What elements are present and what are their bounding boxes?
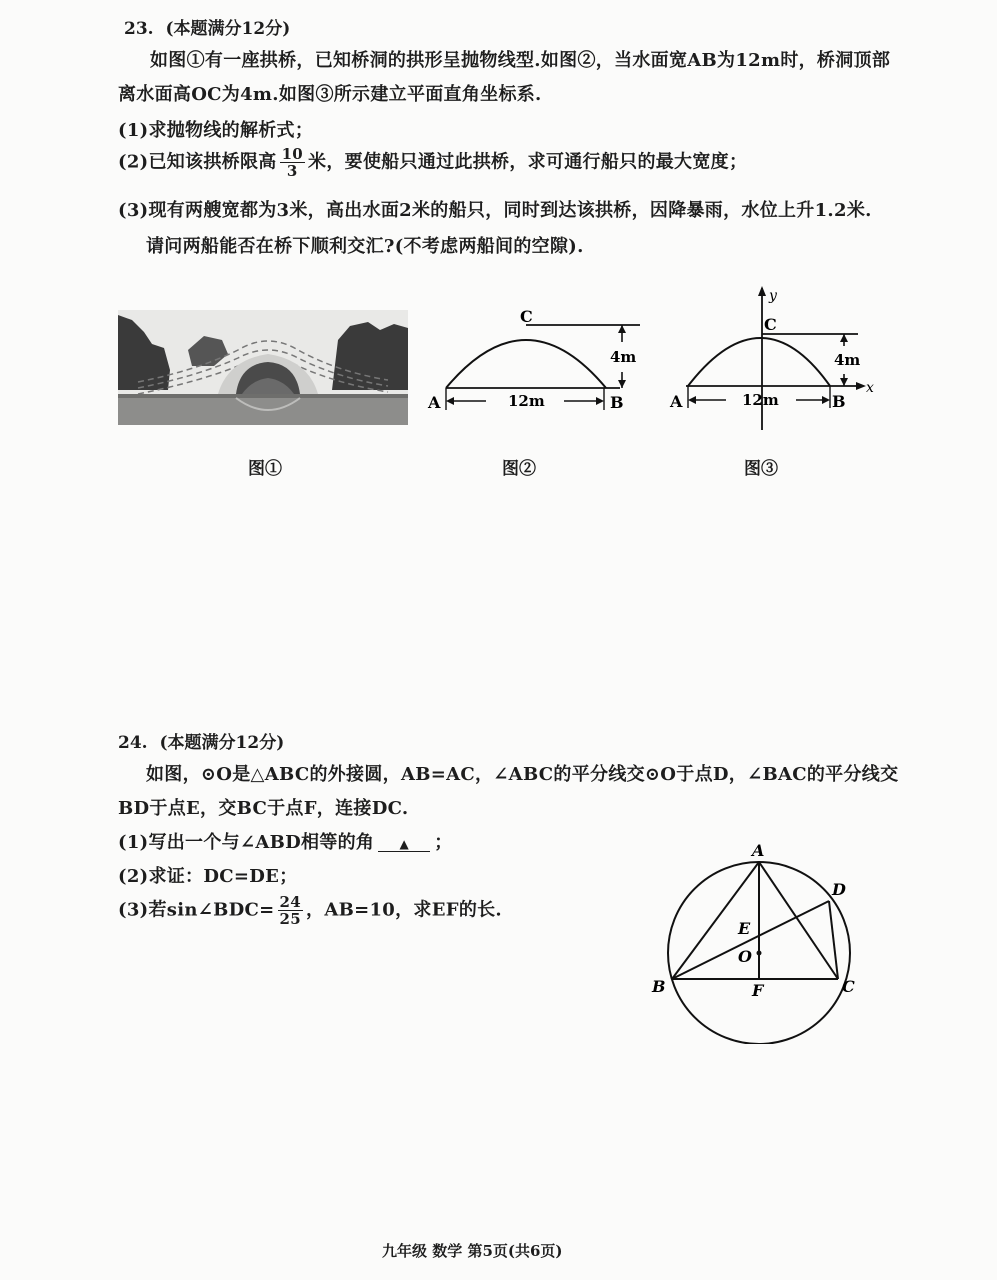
q24-intro-line2: BD于点E，交BC于点F，连接DC. [118, 798, 409, 819]
q23-header [124, 14, 290, 39]
q23-part2-fraction [280, 146, 305, 179]
fig3-label-b: B [832, 392, 846, 411]
parabola-arch [446, 340, 606, 388]
fig3-label-a: A [670, 392, 683, 411]
q24-part3-fraction [278, 894, 303, 927]
fig2-caption: 图② [502, 459, 536, 479]
point-label-d: D [832, 880, 846, 899]
fig3-height-label: 4m [834, 351, 861, 369]
q23-part2 [118, 146, 747, 179]
circle-triangle-figure [648, 838, 868, 1044]
q24-number: 24. [118, 733, 148, 753]
q23-part2-prefix: (2)已知该拱桥限高 [118, 151, 277, 173]
segment-ac [759, 862, 838, 979]
fig2-label-b: B [610, 393, 624, 412]
q24-part1 [118, 828, 453, 854]
fig3-label-c: C [764, 315, 777, 334]
q24-part3-suffix: ，AB=10，求EF的长. [306, 899, 502, 921]
page-footer: 九年级 数学 第5页(共6页) [382, 1242, 563, 1260]
point-label-f: F [752, 981, 764, 1000]
fraction-numerator: 24 [279, 893, 302, 911]
segment-bd [672, 901, 829, 979]
fig3-axis-x: x [866, 380, 874, 396]
fig2-label-c: C [520, 307, 533, 326]
q24-part3-prefix: (3)若sin∠BDC= [118, 899, 275, 921]
q23-number: 23. [124, 19, 154, 39]
fig2-height-label: 4m [610, 348, 637, 366]
fig2-width-label: 12m [508, 392, 545, 410]
figure-2-parabola [424, 300, 654, 420]
fig2-label-a: A [428, 393, 441, 412]
answer-blank: ▲ [378, 837, 430, 852]
parabola-arch [688, 338, 830, 386]
fig3-width-label: 12m [742, 391, 779, 409]
q24-part1-suffix: ； [434, 832, 453, 853]
q24-part2: (2)求证：DC=DE； [118, 866, 298, 887]
point-label-a: A [752, 841, 765, 860]
q24-header [118, 728, 284, 753]
q23-part3-line2: 请问两船能否在桥下顺利交汇?(不考虑两船间的空隙). [146, 236, 584, 257]
fig3-axis-y: y [769, 288, 777, 304]
q24-score: (本题满分12分) [159, 733, 285, 753]
q23-part3-line1: (3)现有两艘宽都为3米，高出水面2米的船只，同时到达该拱桥，因降暴雨，水位上升1.2米. [118, 200, 872, 221]
q24-part3 [118, 894, 502, 927]
point-label-c: C [842, 977, 855, 996]
q24-part1-prefix: (1)写出一个与∠ABD相等的角 [118, 832, 375, 853]
center-point-o [757, 951, 762, 956]
q23-intro-line1: 如图①有一座拱桥，已知桥洞的拱形呈抛物线型.如图②，当水面宽AB为12m时，桥洞顶部 [150, 50, 891, 71]
figure-3-coordinate [668, 282, 878, 434]
fig3-caption: 图③ [744, 459, 778, 479]
q23-score: (本题满分12分) [165, 19, 291, 39]
q23-part2-suffix: 米，要使船只通过此拱桥，求可通行船只的最大宽度； [308, 151, 748, 173]
q24-intro-line1: 如图，⊙O是△ABC的外接圆，AB=AC，∠ABC的平分线交⊙O于点D，∠BAC的平分线交 [146, 764, 899, 785]
fraction-denominator: 3 [286, 162, 298, 180]
bridge-photo-figure [118, 310, 408, 425]
fraction-numerator: 10 [281, 145, 304, 163]
q23-part1: (1)求抛物线的解析式； [118, 120, 314, 141]
q23-intro-line2: 离水面高OC为4m.如图③所示建立平面直角坐标系. [118, 84, 542, 105]
point-label-b: B [652, 977, 666, 996]
fraction-denominator: 25 [279, 910, 302, 928]
point-label-e: E [738, 919, 751, 938]
fig1-caption: 图① [248, 459, 282, 479]
point-label-o: O [738, 947, 752, 966]
